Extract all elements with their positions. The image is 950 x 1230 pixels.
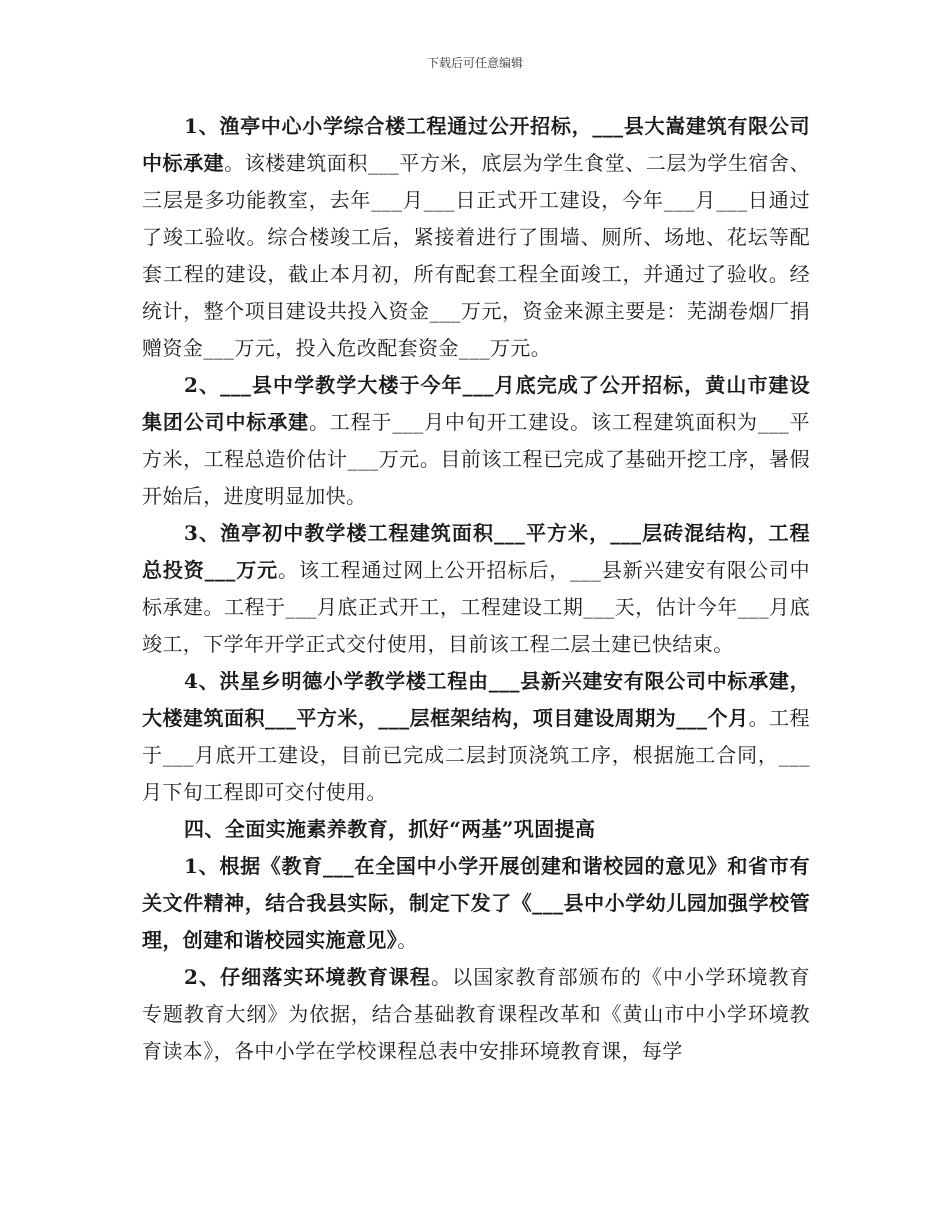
paragraph-3-heading: 3、渔亭初中教学楼工程建筑面积___平方米，___层砖混结构，工程总投资___万元 <box>142 521 810 582</box>
section-heading <box>142 811 810 848</box>
paragraph-2 <box>142 367 810 515</box>
paragraph-6 <box>142 959 810 1070</box>
paragraph-4 <box>142 663 810 811</box>
paragraph-6-text: 。以国家教育部颁布的《中小学环境教育专题教育大纲》为依据，结合基础教育课程改革和《黄山市中小学环境教育读本》，各中小学在学校课程总表中安排环境教育课，每学 <box>142 965 811 1063</box>
section-heading-text: 四、全面实施素养教育，抓好“两基”巩固提高 <box>184 817 596 841</box>
paragraph-3-text: 。该工程通过网上公开招标后，___县新兴建安有限公司中标承建。工程于___月底正式开工，工程建设工期___天，估计今年___月底竣工，下学年开学正式交付使用，目前该工程二层土建已快结束。 <box>142 558 810 656</box>
document-body <box>142 108 810 1070</box>
paragraph-1-heading: 1、渔亭中心小学综合楼工程通过公开招标，___县大嵩建筑有限公司中标承建 <box>142 114 810 175</box>
paragraph-1-text: 。该楼建筑面积___平方米，底层为学生食堂、二层为学生宿舍、三层是多功能教室，去年___月___日正式开工建设，今年___月___日通过了竣工验收。综合楼竣工后，紧接着进行了围墙、厕所、场地、花坛等配套工程的建设，截止本月初，所有配套工程全面竣工，并通过了验收。经统计，整个项目建设共投入资金___万元，资金来源主要是：芜湖卷烟厂捐赠资金___万元，投入危改配套资金___万元。 <box>142 151 810 360</box>
paragraph-1 <box>142 108 810 367</box>
paragraph-5-text: 。 <box>397 928 418 952</box>
paragraph-2-text: 。工程于___月中旬开工建设。该工程建筑面积为___平方米，工程总造价估计___万元。目前该工程已完成了基础开挖工序，暑假开始后，进度明显加快。 <box>142 410 810 508</box>
paragraph-5-heading: 1、根据《教育___在全国中小学开展创建和谐校园的意见》和省市有关文件精神，结合我县实际，制定下发了《___县中小学幼儿园加强学校管理，创建和谐校园实施意见》 <box>142 854 810 952</box>
paragraph-2-heading: 2、___县中学教学大楼于今年___月底完成了公开招标，黄山市建设集团公司中标承建 <box>142 373 810 434</box>
paragraph-4-heading: 4、洪星乡明德小学教学楼工程由___县新兴建安有限公司中标承建，大楼建筑面积___平方米，___层框架结构，项目建设周期为___个月 <box>142 669 810 730</box>
header-note: 下载后可任意编辑 <box>426 56 523 70</box>
paragraph-3 <box>142 515 810 663</box>
paragraph-6-heading: 2、仔细落实环境教育课程 <box>184 965 432 989</box>
paragraph-4-text: 。工程于___月底开工建设，目前已完成二层封顶浇筑工序，根据施工合同，___月下旬工程即可交付使用。 <box>142 706 810 804</box>
paragraph-5 <box>142 848 810 959</box>
